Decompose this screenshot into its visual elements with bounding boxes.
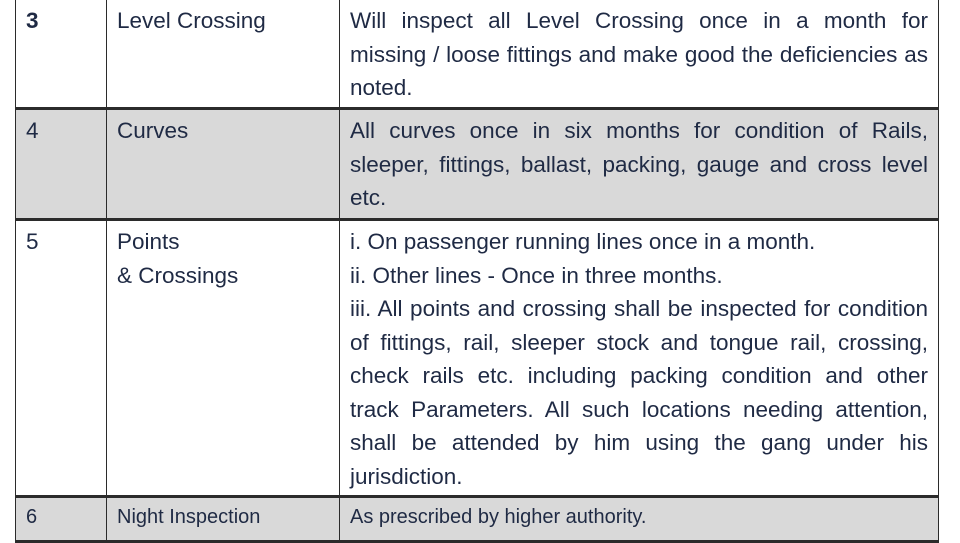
description-line: iii. All points and crossing shall be inspected for condition of fittings, rail, sleeper stock and tongue rail, crossing, check rails etc. including packing condition and other track Parameters. All such locations needing attention, shall be attended by him using the gang under his jurisdiction.: [350, 296, 928, 489]
item-description: [340, 220, 939, 497]
item-name: Night Inspection: [107, 497, 340, 542]
row-number: 3: [16, 0, 107, 109]
item-description: All curves once in six months for condition of Rails, sleeper, fittings, ballast, packing, gauge and cross level etc.: [340, 109, 939, 220]
row-number: 6: [16, 497, 107, 542]
table-row: [16, 109, 939, 220]
table-row: [16, 497, 939, 542]
item-description: As prescribed by higher authority.: [340, 497, 939, 542]
item-description: Will inspect all Level Crossing once in a month for missing / loose fittings and make good the deficiencies as noted.: [340, 0, 939, 109]
table-row: [16, 0, 939, 109]
item-name: Level Crossing: [107, 0, 340, 109]
row-number: 5: [16, 220, 107, 497]
item-name-line: Points: [117, 229, 180, 254]
inspection-schedule-table: [15, 0, 939, 543]
table-row: [16, 220, 939, 497]
item-name: Curves: [107, 109, 340, 220]
description-line: ii. Other lines - Once in three months.: [350, 262, 723, 288]
description-line: i. On passenger running lines once in a month.: [350, 229, 816, 254]
item-name: [107, 220, 340, 497]
item-name-line: & Crossings: [117, 262, 239, 288]
row-number: 4: [16, 109, 107, 220]
